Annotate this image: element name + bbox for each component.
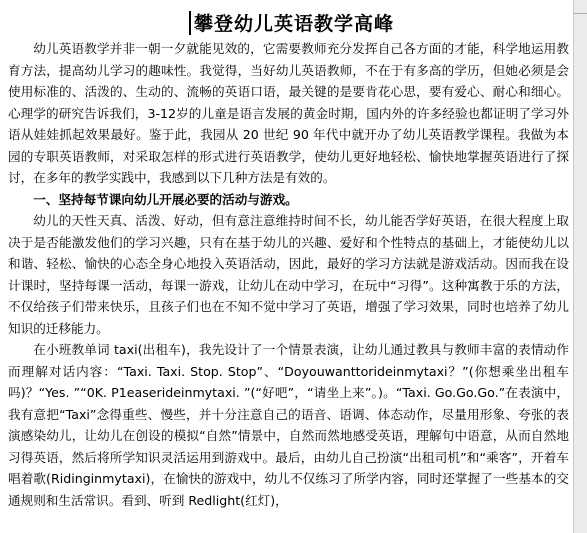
scrollbar-top-edge: [573, 0, 587, 14]
paragraph-taxi-example: 在小班教单词 taxi(出租车)，我先设计了一个情景表演，让幼儿通过教具与教师丰富的表情动作而理解对话内容：“Taxi. Taxi. Stop. Stop”、“Doyouwanttorideinmytaxi？”(你想乘坐出租车吗)？“Yes. ”“0K. P1easerideinmytaxi. ”(“好吧”，“请坐上来”。)。“Taxi. Go.Go.Go.”在表演中，我有意把“Taxi”念得重些、慢些，并十分注意自己的语音、语调、体态动作，尽量用形象、夸张的表演感染幼儿，让幼儿在创设的模拟“自然”情景中，自然而然地感受英语，理解句中语意，从而自然地习得英语，然后将所学知识灵活运用到游戏中。最后，由幼儿自己扮演“出租司机”和“乘客”，开着车唱着歌(Ridinginmytaxi)，在愉快的游戏中，幼儿不仅练习了所学内容，同时还掌握了一些基本的交通规则和生活常识。看到、听到 Redlight(红灯)，: [8, 342, 569, 508]
title-row: [8, 6, 569, 38]
section-heading-1: 一、坚持每节课向幼儿开展必要的活动与游戏。: [33, 191, 298, 207]
vertical-scrollbar[interactable]: [573, 0, 587, 533]
document-title: 攀登幼儿英语教学高峰: [194, 13, 395, 35]
paragraph-games: 幼儿的天性天真、活泼、好动，但有意注意维持时间不长，幼儿能否学好英语，在很大程度上取决于是否能激发他们的学习兴趣，只有在基于幼儿的兴趣、爱好和个性特点的基础上，才能使幼儿以和谐、轻松、愉快的心态全身心地投入英语活动，因此，最好的学习方法就是游戏活动。因而我在设计课时，坚持每课一活动，每课一游戏，让幼儿在动中学习，在玩中“习得”。这种寓教于乐的方法，不仅给孩子们带来快乐，且孩子们也在不知不觉中学习了英语，增强了学习效果，同时也培养了幼儿知识的迁移能力。: [8, 213, 569, 336]
text-cursor: [189, 11, 191, 35]
paragraph-intro: 幼儿英语教学并非一朝一夕就能见效的，它需要教师充分发挥自己各方面的才能，科学地运用教育方法，提高幼儿学习的趣味性。我觉得，当好幼儿英语教师，不在于有多高的学历，但她必须是会使用标准的、活泼的、生动的、流畅的英语口语，最关键的是要肯花心思，要有爱心、耐心和细心。心理学的研究告诉我们，3-12岁的儿童是语言发展的黄金时期，国内外的许多经验也都证明了学习外语从娃娃抓起效果最好。鉴于此，我园从 20 世纪 90 年代中就开办了幼儿英语教学课程。我做为本园的专职英语教师，对采取怎样的形式进行英语教学，使幼儿更好地轻松、愉快地掌握英语进行了探讨，在多年的教学实践中，我感到以下几种方法是有效的。: [8, 41, 569, 185]
